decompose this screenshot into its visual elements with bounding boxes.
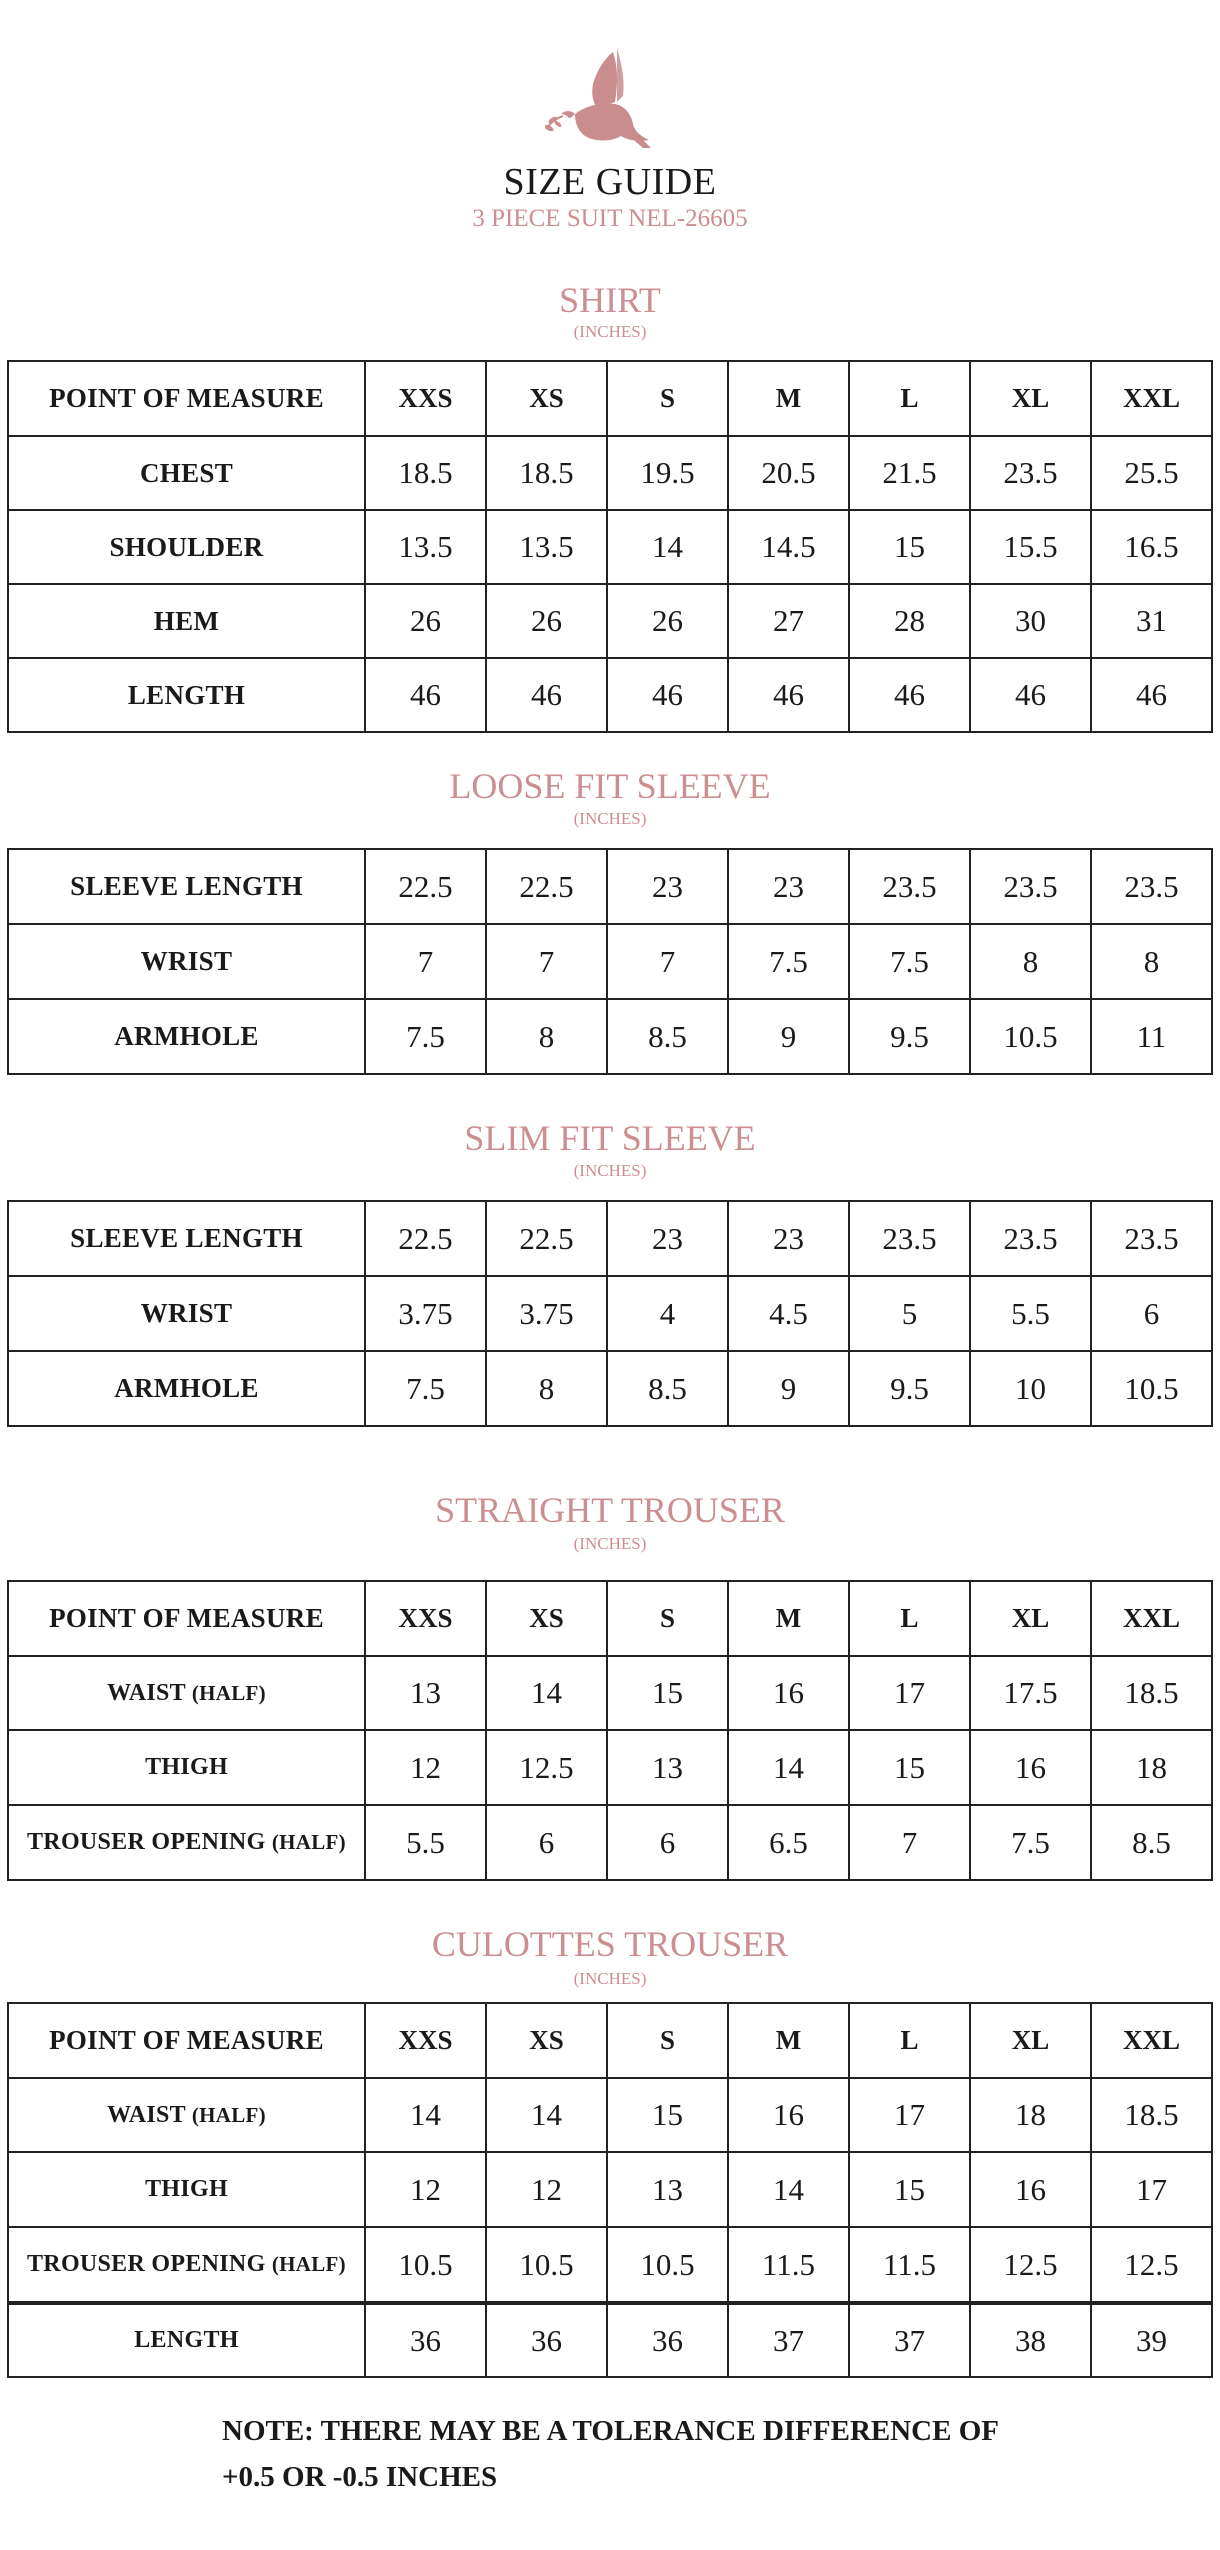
measure-value: 46 bbox=[970, 658, 1091, 732]
measure-value: 23.5 bbox=[1091, 849, 1212, 924]
measure-label-text: THIGH bbox=[145, 1754, 228, 1780]
culottes-trouser-section-title: CULOTTES TROUSER bbox=[431, 1924, 789, 1964]
measure-value: 11 bbox=[1091, 999, 1212, 1074]
measure-value: 10.5 bbox=[1091, 1351, 1212, 1426]
measure-label bbox=[8, 2152, 365, 2227]
straight-trouser-section-unit: (INCHES) bbox=[573, 1534, 647, 1553]
measure-value: 26 bbox=[607, 584, 728, 658]
straight-trouser-size-table bbox=[7, 1580, 1213, 1881]
measure-value: 12 bbox=[365, 1730, 486, 1805]
measure-label-qualifier: (HALF) bbox=[191, 2102, 266, 2127]
size-header: XXL bbox=[1091, 361, 1212, 436]
measure-value: 36 bbox=[365, 2303, 486, 2377]
measure-value: 13 bbox=[607, 1730, 728, 1805]
loose-sleeve-size-table bbox=[7, 848, 1213, 1075]
measure-value: 12 bbox=[365, 2152, 486, 2227]
culottes-trouser-section-unit: (INCHES) bbox=[573, 1969, 647, 1988]
size-header: XS bbox=[486, 361, 607, 436]
measure-value: 8.5 bbox=[607, 999, 728, 1074]
table-row bbox=[8, 436, 1212, 510]
measure-value: 9 bbox=[728, 1351, 849, 1426]
size-header: XXS bbox=[365, 2003, 486, 2078]
measure-value: 6 bbox=[486, 1805, 607, 1880]
measure-value: 16.5 bbox=[1091, 510, 1212, 584]
measure-value: 21.5 bbox=[849, 436, 970, 510]
table-row bbox=[8, 584, 1212, 658]
measure-value: 4.5 bbox=[728, 1276, 849, 1351]
measure-value: 23 bbox=[607, 849, 728, 924]
measure-value: 9.5 bbox=[849, 999, 970, 1074]
straight-trouser-section-title: STRAIGHT TROUSER bbox=[435, 1490, 785, 1530]
measure-value: 17 bbox=[849, 2078, 970, 2152]
size-header: XXL bbox=[1091, 2003, 1212, 2078]
measure-value: 14.5 bbox=[728, 510, 849, 584]
shirt-section-unit: (INCHES) bbox=[573, 322, 647, 341]
tolerance-note-line: +0.5 OR -0.5 INCHES bbox=[222, 2461, 498, 2493]
table-row bbox=[8, 658, 1212, 732]
measure-label-text: TROUSER OPENING bbox=[27, 1829, 266, 1855]
product-subtitle: 3 PIECE SUIT NEL-26605 bbox=[472, 205, 748, 232]
measure-value: 5 bbox=[849, 1276, 970, 1351]
measure-value: 30 bbox=[970, 584, 1091, 658]
table-row bbox=[8, 1656, 1212, 1730]
measure-value: 6 bbox=[1091, 1276, 1212, 1351]
measure-label bbox=[8, 1805, 365, 1880]
measure-value: 7 bbox=[607, 924, 728, 999]
size-header: XXS bbox=[365, 361, 486, 436]
measure-value: 5.5 bbox=[970, 1276, 1091, 1351]
measure-value: 13.5 bbox=[365, 510, 486, 584]
slim-sleeve-section-title: SLIM FIT SLEEVE bbox=[464, 1118, 756, 1158]
measure-value: 10.5 bbox=[486, 2227, 607, 2303]
measure-value: 8.5 bbox=[607, 1351, 728, 1426]
measure-label-text: TROUSER OPENING bbox=[27, 2251, 266, 2277]
table-row bbox=[8, 1805, 1212, 1880]
size-header: S bbox=[607, 2003, 728, 2078]
measure-label-qualifier: (HALF) bbox=[191, 1680, 266, 1705]
measure-value: 8 bbox=[1091, 924, 1212, 999]
measure-value: 46 bbox=[728, 658, 849, 732]
measure-value: 15.5 bbox=[970, 510, 1091, 584]
measure-label-text: WAIST bbox=[107, 1679, 186, 1706]
measure-value: 16 bbox=[970, 1730, 1091, 1805]
measure-label: SLEEVE LENGTH bbox=[8, 1201, 365, 1276]
measure-value: 23 bbox=[728, 849, 849, 924]
measure-label: WRIST bbox=[8, 924, 365, 999]
measure-value: 18.5 bbox=[1091, 1656, 1212, 1730]
measure-value: 4 bbox=[607, 1276, 728, 1351]
measure-value: 27 bbox=[728, 584, 849, 658]
measure-value: 20.5 bbox=[728, 436, 849, 510]
table-header-row bbox=[8, 1581, 1212, 1656]
measure-value: 15 bbox=[849, 1730, 970, 1805]
measure-label bbox=[8, 1656, 365, 1730]
measure-value: 39 bbox=[1091, 2303, 1212, 2377]
point-of-measure-header: POINT OF MEASURE bbox=[8, 2003, 365, 2078]
measure-value: 16 bbox=[728, 1656, 849, 1730]
measure-value: 38 bbox=[970, 2303, 1091, 2377]
measure-value: 18 bbox=[1091, 1730, 1212, 1805]
measure-value: 5.5 bbox=[365, 1805, 486, 1880]
measure-value: 18.5 bbox=[1091, 2078, 1212, 2152]
table-row bbox=[8, 1351, 1212, 1426]
measure-value: 25.5 bbox=[1091, 436, 1212, 510]
measure-label: LENGTH bbox=[8, 658, 365, 732]
slim-sleeve-section-unit: (INCHES) bbox=[573, 1161, 647, 1180]
measure-value: 14 bbox=[607, 510, 728, 584]
measure-value: 18.5 bbox=[486, 436, 607, 510]
measure-label: CHEST bbox=[8, 436, 365, 510]
measure-value: 3.75 bbox=[365, 1276, 486, 1351]
point-of-measure-header: POINT OF MEASURE bbox=[8, 1581, 365, 1656]
table-row bbox=[8, 1730, 1212, 1805]
measure-label bbox=[8, 2303, 365, 2377]
shirt-section-title: SHIRT bbox=[559, 280, 661, 320]
measure-value: 11.5 bbox=[849, 2227, 970, 2303]
size-header: M bbox=[728, 2003, 849, 2078]
measure-label-text: THIGH bbox=[145, 2176, 228, 2202]
table-row bbox=[8, 2227, 1212, 2303]
dove-logo-icon bbox=[545, 44, 655, 164]
size-header: M bbox=[728, 1581, 849, 1656]
measure-value: 7.5 bbox=[849, 924, 970, 999]
measure-value: 7 bbox=[849, 1805, 970, 1880]
measure-value: 23 bbox=[728, 1201, 849, 1276]
measure-value: 28 bbox=[849, 584, 970, 658]
slim-sleeve-size-table bbox=[7, 1200, 1213, 1427]
measure-value: 46 bbox=[607, 658, 728, 732]
measure-value: 12.5 bbox=[970, 2227, 1091, 2303]
point-of-measure-header: POINT OF MEASURE bbox=[8, 361, 365, 436]
measure-value: 17 bbox=[1091, 2152, 1212, 2227]
measure-value: 36 bbox=[486, 2303, 607, 2377]
measure-value: 11.5 bbox=[728, 2227, 849, 2303]
measure-value: 12 bbox=[486, 2152, 607, 2227]
tolerance-note bbox=[222, 2408, 1122, 2500]
table-row bbox=[8, 1276, 1212, 1351]
measure-value: 3.75 bbox=[486, 1276, 607, 1351]
culottes-trouser-size-table bbox=[7, 2002, 1213, 2378]
measure-label bbox=[8, 2227, 365, 2303]
measure-value: 22.5 bbox=[365, 849, 486, 924]
measure-value: 46 bbox=[1091, 658, 1212, 732]
measure-value: 36 bbox=[607, 2303, 728, 2377]
size-header: XL bbox=[970, 361, 1091, 436]
measure-value: 12.5 bbox=[486, 1730, 607, 1805]
measure-value: 46 bbox=[365, 658, 486, 732]
measure-label bbox=[8, 1730, 365, 1805]
measure-value: 8 bbox=[486, 999, 607, 1074]
measure-value: 9 bbox=[728, 999, 849, 1074]
measure-value: 15 bbox=[607, 2078, 728, 2152]
measure-value: 14 bbox=[486, 1656, 607, 1730]
measure-value: 14 bbox=[486, 2078, 607, 2152]
measure-value: 26 bbox=[365, 584, 486, 658]
table-row bbox=[8, 2303, 1212, 2377]
measure-value: 17 bbox=[849, 1656, 970, 1730]
measure-label: SLEEVE LENGTH bbox=[8, 849, 365, 924]
measure-value: 7 bbox=[486, 924, 607, 999]
measure-value: 7 bbox=[365, 924, 486, 999]
measure-label-qualifier: (HALF) bbox=[271, 1830, 346, 1854]
table-header-row bbox=[8, 361, 1212, 436]
measure-label bbox=[8, 2078, 365, 2152]
measure-label: SHOULDER bbox=[8, 510, 365, 584]
measure-value: 22.5 bbox=[486, 849, 607, 924]
measure-value: 23.5 bbox=[1091, 1201, 1212, 1276]
size-header: XL bbox=[970, 2003, 1091, 2078]
measure-value: 14 bbox=[728, 2152, 849, 2227]
size-header: XL bbox=[970, 1581, 1091, 1656]
measure-value: 15 bbox=[849, 2152, 970, 2227]
measure-value: 16 bbox=[728, 2078, 849, 2152]
measure-value: 46 bbox=[486, 658, 607, 732]
size-header: L bbox=[849, 2003, 970, 2078]
measure-value: 13 bbox=[365, 1656, 486, 1730]
measure-value: 37 bbox=[728, 2303, 849, 2377]
measure-label: HEM bbox=[8, 584, 365, 658]
page-title: SIZE GUIDE bbox=[503, 161, 717, 203]
measure-value: 23.5 bbox=[970, 849, 1091, 924]
measure-value: 8 bbox=[970, 924, 1091, 999]
measure-value: 10.5 bbox=[365, 2227, 486, 2303]
measure-value: 15 bbox=[607, 1656, 728, 1730]
size-header: XXS bbox=[365, 1581, 486, 1656]
size-header: L bbox=[849, 361, 970, 436]
measure-value: 26 bbox=[486, 584, 607, 658]
measure-value: 37 bbox=[849, 2303, 970, 2377]
size-header: XS bbox=[486, 1581, 607, 1656]
measure-value: 17.5 bbox=[970, 1656, 1091, 1730]
measure-value: 8.5 bbox=[1091, 1805, 1212, 1880]
measure-value: 7.5 bbox=[728, 924, 849, 999]
size-header: M bbox=[728, 361, 849, 436]
measure-value: 6 bbox=[607, 1805, 728, 1880]
measure-value: 6.5 bbox=[728, 1805, 849, 1880]
measure-value: 23.5 bbox=[849, 849, 970, 924]
measure-label: WRIST bbox=[8, 1276, 365, 1351]
table-row bbox=[8, 510, 1212, 584]
measure-value: 9.5 bbox=[849, 1351, 970, 1426]
measure-value: 10.5 bbox=[607, 2227, 728, 2303]
table-row bbox=[8, 1201, 1212, 1276]
measure-label-qualifier: (HALF) bbox=[271, 2252, 346, 2276]
measure-value: 22.5 bbox=[486, 1201, 607, 1276]
measure-value: 46 bbox=[849, 658, 970, 732]
measure-label: ARMHOLE bbox=[8, 1351, 365, 1426]
size-header: XXL bbox=[1091, 1581, 1212, 1656]
measure-value: 23 bbox=[607, 1201, 728, 1276]
shirt-size-table bbox=[7, 360, 1213, 733]
loose-sleeve-section-unit: (INCHES) bbox=[573, 809, 647, 828]
measure-value: 7.5 bbox=[970, 1805, 1091, 1880]
size-header: L bbox=[849, 1581, 970, 1656]
measure-value: 14 bbox=[365, 2078, 486, 2152]
size-header: XS bbox=[486, 2003, 607, 2078]
table-row bbox=[8, 2078, 1212, 2152]
table-row bbox=[8, 999, 1212, 1074]
measure-label: ARMHOLE bbox=[8, 999, 365, 1074]
table-row bbox=[8, 849, 1212, 924]
table-row bbox=[8, 924, 1212, 999]
measure-value: 12.5 bbox=[1091, 2227, 1212, 2303]
measure-label-text: LENGTH bbox=[134, 2327, 239, 2353]
measure-value: 31 bbox=[1091, 584, 1212, 658]
loose-sleeve-section-title: LOOSE FIT SLEEVE bbox=[449, 766, 771, 806]
measure-value: 10 bbox=[970, 1351, 1091, 1426]
measure-value: 18 bbox=[970, 2078, 1091, 2152]
measure-value: 7.5 bbox=[365, 999, 486, 1074]
measure-value: 22.5 bbox=[365, 1201, 486, 1276]
measure-value: 10.5 bbox=[970, 999, 1091, 1074]
measure-value: 14 bbox=[728, 1730, 849, 1805]
measure-value: 23.5 bbox=[849, 1201, 970, 1276]
size-header: S bbox=[607, 361, 728, 436]
measure-value: 23.5 bbox=[970, 436, 1091, 510]
measure-label-text: WAIST bbox=[107, 2101, 186, 2128]
measure-value: 13.5 bbox=[486, 510, 607, 584]
measure-value: 19.5 bbox=[607, 436, 728, 510]
measure-value: 23.5 bbox=[970, 1201, 1091, 1276]
measure-value: 18.5 bbox=[365, 436, 486, 510]
measure-value: 15 bbox=[849, 510, 970, 584]
measure-value: 7.5 bbox=[365, 1351, 486, 1426]
size-header: S bbox=[607, 1581, 728, 1656]
measure-value: 8 bbox=[486, 1351, 607, 1426]
tolerance-note-line: NOTE: THERE MAY BE A TOLERANCE DIFFERENCE OF bbox=[222, 2415, 999, 2447]
measure-value: 13 bbox=[607, 2152, 728, 2227]
measure-value: 16 bbox=[970, 2152, 1091, 2227]
table-row bbox=[8, 2152, 1212, 2227]
table-header-row bbox=[8, 2003, 1212, 2078]
